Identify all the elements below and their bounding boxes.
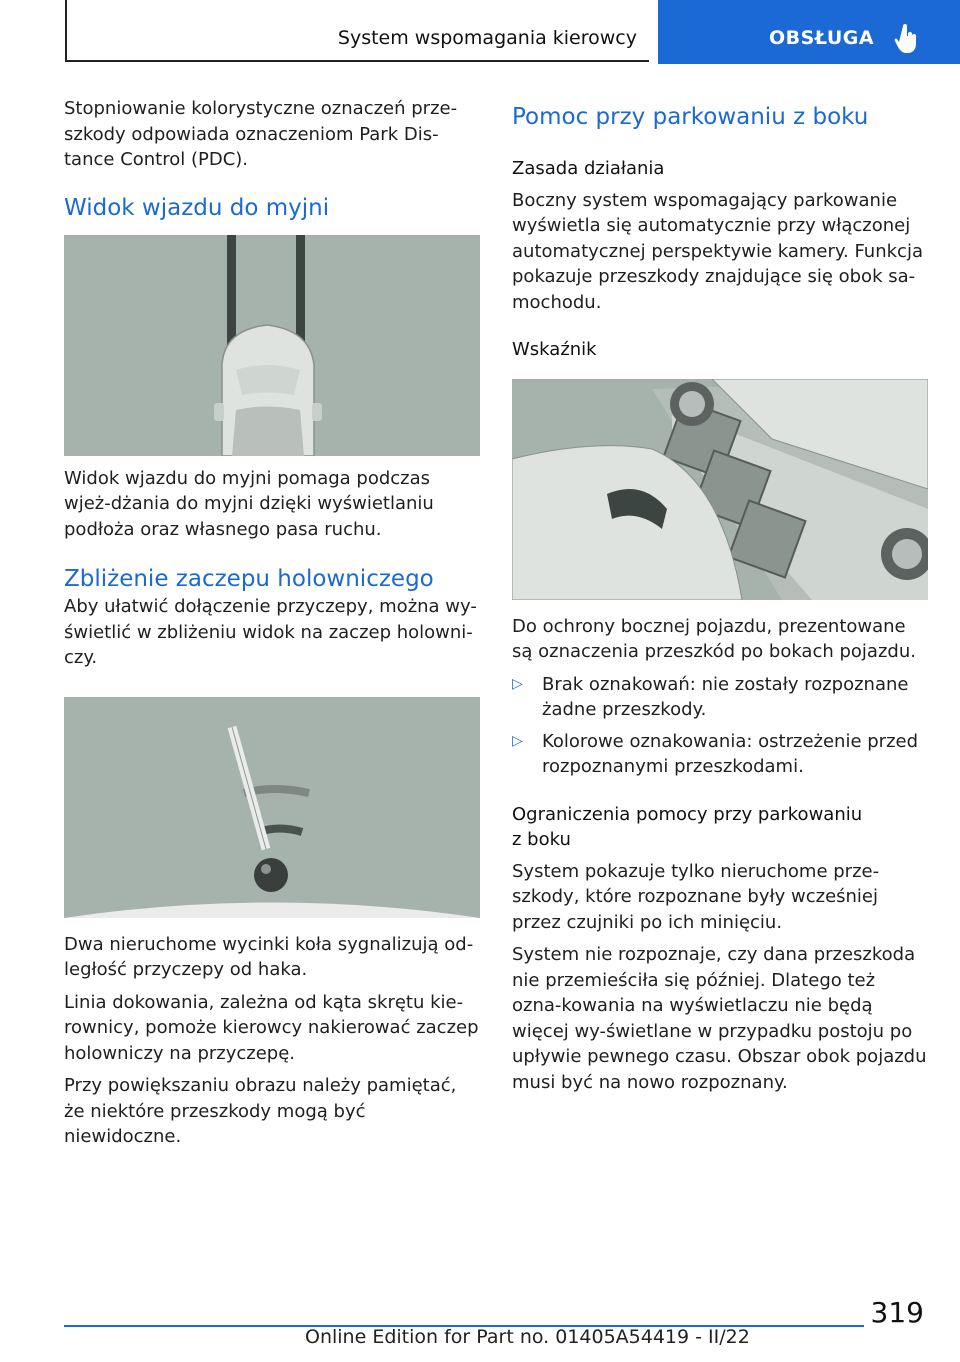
- principle-subheading: Zasada działania: [512, 158, 665, 179]
- limits-para-1: System pokazuje tylko nieruchome prze-szkody, które rozpoznane były wcześniej przez czujniki po ich minięciu.: [512, 860, 880, 933]
- carwash-view-illustration: [64, 235, 480, 456]
- hitch-docking-line-note: Linia dokowania, zależna od kąta skrętu kie-rownicy, pomoże kierowcy nakierować zaczep holowniczy na przyczepę.: [64, 991, 479, 1064]
- hitch-heading: Zbliżenie zaczepu holowniczego: [64, 566, 434, 592]
- limits-para-2: System nie rozpoznaje, czy dana przeszkoda nie przemieściła się później. Dlatego też ozna-kowania na wyświetlaczu nie będą więcej wy-świetlane w przypadku postoju po upływie pewnego czasu. Obszar obok pojazdu musi być na nowo rozpoznany.: [512, 944, 927, 1093]
- carwash-heading: Widok wjazdu do myjni: [64, 194, 330, 221]
- edition-note: Online Edition for Part no. 01405A54419 - II/22: [305, 1326, 750, 1348]
- hitch-zoom-illustration: [64, 697, 480, 918]
- page-number: 319: [870, 1296, 924, 1329]
- hand-pointer-icon: [894, 24, 920, 54]
- right-column: [512, 96, 928, 1102]
- hitch-distance-note: Dwa nieruchome wycinki koła sygnalizują od-ległość przyczepy od haka.: [64, 933, 474, 980]
- indicator-subheading: Wskaźnik: [512, 339, 597, 360]
- carwash-description: Widok wjazdu do myjni pomaga podczas wjeż-dżania do myjni dzięki wyświetlaniu podłoża oraz własnego pasa ruchu.: [64, 467, 434, 540]
- side-parking-illustration: [512, 379, 928, 600]
- indicator-bullet-list: [512, 672, 928, 780]
- hitch-zoom-warning: Przy powiększaniu obrazu należy pamiętać, że niektóre przeszkody mogą być niewidoczne.: [64, 1075, 457, 1147]
- page-header: [65, 0, 960, 64]
- left-column: [64, 96, 480, 1157]
- indicator-text: Do ochrony bocznej pojazdu, prezentowane są oznaczenia przeszkód po bokach pojazdu.: [512, 615, 916, 662]
- principle-text: Boczny system wspomagający parkowanie wyświetla się automatycznie przy włączonej automatycznej perspektywie kamery. Funkcja pokazuje przeszkody znajdujące się obok sa-mochodu.: [512, 189, 923, 313]
- list-item: ▷ Brak oznakowań: nie zostały rozpoznane żadne przeszkody.: [512, 673, 909, 720]
- bullet-triangle-icon: ▷: [512, 732, 523, 749]
- section-title: OBSŁUGA: [769, 27, 875, 49]
- side-parking-heading: Pomoc przy parkowaniu z boku: [512, 104, 869, 130]
- hitch-intro: Aby ułatwić dołączenie przyczepy, można wy-świetlić w zbliżeniu widok na zaczep holowni-czy.: [64, 596, 477, 668]
- section-tab: [658, 0, 960, 64]
- chapter-tab: [65, 0, 649, 62]
- pdc-color-note: Stopniowanie kolorystyczne oznaczeń prze-szkody odpowiada oznaczeniom Park Dis-tance Control (PDC).: [64, 98, 458, 170]
- chapter-title: System wspomagania kierowcy: [337, 27, 637, 49]
- list-item: ▷ Kolorowe oznakowania: ostrzeżenie przed rozpoznanymi przeszkodami.: [512, 730, 919, 777]
- limits-subheading: Ograniczenia pomocy przy parkowaniu z boku: [512, 803, 863, 850]
- bullet-triangle-icon: ▷: [512, 675, 523, 692]
